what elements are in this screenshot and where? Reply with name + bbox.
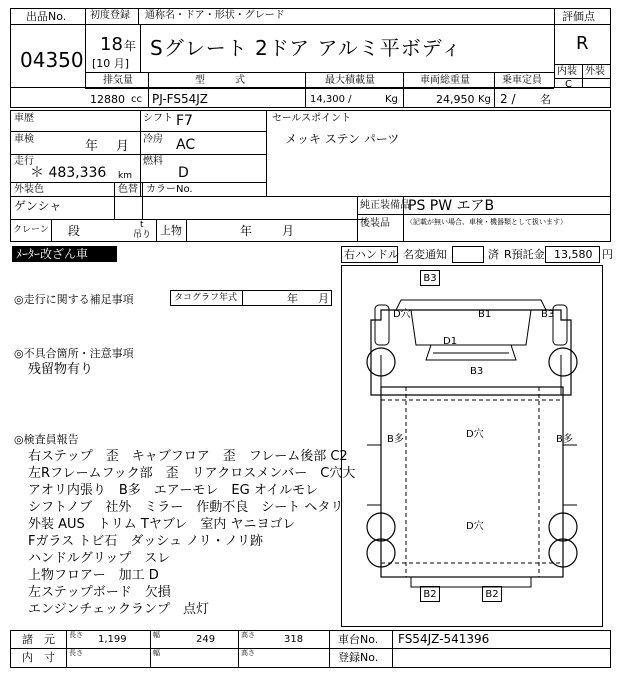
displacement-label: 排気量 (103, 75, 133, 86)
mileage-label: 走行 (14, 156, 34, 167)
windshield (411, 310, 531, 345)
max-load: 14,300 / (310, 94, 352, 105)
inspector-line: 外装 AUS トリム Tヤブレ 室内 ヤニヨゴレ (28, 517, 296, 532)
inspector-line: ハンドルグリップ スレ (28, 551, 171, 566)
aftermarket-label: 後装品 (360, 218, 390, 229)
crane-hoist: 吊り (133, 230, 152, 240)
inspector-line: エンジンチェックランプ 点灯 (28, 602, 209, 617)
tachograph-year: 年 (287, 292, 298, 305)
history-label: 車歴 (14, 113, 34, 124)
model-name: Sグレート 2ドア アルミ平ボディ (150, 36, 463, 60)
mileage-unit: km (118, 171, 132, 181)
truck-diagram (341, 265, 603, 627)
fuel-label: 燃料 (143, 156, 163, 167)
defects-text: 残留物有り (28, 362, 94, 377)
model-code: PJ-FS54JZ (152, 92, 209, 106)
aftermarket-note: （記載が無い場合、車検・機器類として扱います） (406, 218, 567, 226)
label-d1: D1 (443, 336, 458, 347)
label-b-many-left: B多 (387, 434, 404, 445)
inspector-line: シフトノブ 社外 ミラー 作動不良 シート ヘタリ (28, 500, 344, 515)
right-mirror (553, 305, 567, 345)
gross-weight-label: 車両総重量 (420, 75, 470, 86)
inspection-label: 車検 (14, 134, 34, 145)
chassis-label: 車台No. (338, 633, 379, 646)
capacity-label: 乗車定員 (502, 75, 542, 86)
dims-label: 諸 元 (22, 633, 55, 646)
model-code-label: 型 式 (195, 75, 245, 86)
ac-label: 冷房 (143, 134, 163, 145)
reg-month: [10 月] (92, 57, 130, 70)
shift: F7 (176, 113, 193, 129)
width: 249 (196, 634, 216, 645)
crane-label: クレーン (13, 225, 49, 235)
displacement-unit: cc (131, 94, 142, 105)
color-code-label: カラーNo. (146, 184, 193, 195)
name-change-box (452, 246, 484, 263)
length: 1,199 (98, 634, 127, 645)
upper-year: 年 (240, 224, 253, 238)
label-b2-left: B2 (420, 586, 440, 602)
lot-no-label: 出品No. (26, 10, 67, 23)
right-hand-drive: 右ハンドル (344, 248, 399, 261)
tachograph-month: 月 (318, 292, 329, 305)
label-d-hole-center: D穴 (466, 429, 484, 440)
chassis-no: FS54JZ-541396 (398, 632, 490, 646)
name-change-label: 名変通知 (403, 248, 447, 261)
sales-point-label: セールスポイント (272, 113, 352, 124)
lot-no: 04350 (20, 48, 84, 72)
inspector-line: 左ステップボード 欠損 (28, 585, 171, 600)
recycle-amount: 13,580 (554, 248, 593, 261)
inspector-label: ◎検査員報告 (14, 433, 79, 446)
capacity: 2 / (500, 92, 516, 106)
color: ゲンシャ (14, 199, 62, 213)
in-width-label: 幅 (153, 649, 160, 657)
displacement: 12880 (90, 93, 125, 106)
height-label: 高さ (241, 631, 255, 639)
sales-point: メッキ ステン パーツ (285, 132, 400, 146)
label-b2-right: B2 (482, 586, 502, 602)
fuel: D (178, 165, 189, 181)
front-right-wheel (549, 348, 577, 376)
exterior-label: 外装 (585, 66, 605, 77)
inspector-line: アオリ内張り B多 エアーモレ EG オイルモレ (28, 483, 319, 498)
grade-label: 評価点 (562, 10, 595, 23)
meter-tamper-badge (12, 246, 117, 262)
roof-outline (396, 300, 546, 310)
crane-t: t (140, 220, 144, 230)
label-b3-top: B3 (420, 270, 440, 286)
label-b1: B1 (478, 309, 492, 320)
reg-year-unit: 年 (124, 39, 137, 53)
in-length-label: 長さ (69, 649, 83, 657)
equipment-label: 純正装備品 (360, 200, 410, 211)
inspector-line: 右ステップ 歪 キャブフロア 歪 フレーム後部 C2 (28, 449, 348, 464)
driving-remarks-label: ◎走行に関する補足事項 (14, 293, 134, 306)
meter-tamper-text: ﾒｰﾀｰ改ざん車 (16, 247, 89, 261)
color-change-label: 色替 (118, 184, 138, 195)
gross-weight-unit: Kg (478, 94, 491, 105)
registration-label: 登録No. (338, 651, 379, 664)
grade: R (576, 33, 589, 54)
label-b3-center: B3 (470, 366, 484, 377)
crane-steps: 段 (68, 224, 81, 238)
defects-label: ◎不具合箇所・注意事項 (14, 347, 134, 360)
label-b3-right: B3 (541, 309, 555, 320)
recycle-prefix: 済 (488, 248, 499, 261)
label-d-hole-lower: D穴 (466, 521, 484, 532)
capacity-unit: 名 (540, 93, 551, 106)
max-load-label: 最大積載量 (325, 75, 375, 86)
height: 318 (284, 634, 304, 645)
length-label: 長さ (69, 631, 83, 639)
interior-grade: C (565, 79, 572, 90)
first-reg-label: 初度登録 (90, 10, 130, 21)
in-height-label: 高さ (241, 649, 255, 657)
shift-label: シフト (143, 113, 173, 124)
interior-dims-label: 内 寸 (22, 651, 55, 664)
inspector-line: 左Rフレームフック部 歪 リアクロスメンバー C穴大 (28, 466, 356, 481)
inspector-line: Fガラス トビ石 ダッシュ ノリ・ノリ跡 (28, 534, 264, 549)
equipment: PS PW エアB (408, 198, 495, 214)
ac: AC (176, 137, 196, 153)
inspection-month: 月 (116, 139, 130, 154)
upper-month: 月 (282, 224, 295, 238)
tachograph-label: タコグラフ年式 (174, 293, 238, 303)
cargo-bed (381, 387, 563, 577)
gross-weight: 24,950 (436, 93, 475, 106)
width-label: 幅 (153, 631, 160, 639)
recycle-label: R預託金 (504, 248, 545, 261)
max-load-unit: Kg (385, 94, 398, 105)
label-b-many-right: B多 (556, 434, 573, 445)
label-d-hole-left: D穴 (393, 309, 411, 320)
model-name-label: 通称名・ドア・形状・グレード (145, 10, 285, 21)
left-mirror (375, 305, 389, 345)
inspector-line: 上物フロアー 加工 D (28, 568, 159, 583)
reg-year: 18 (100, 34, 123, 55)
recycle-unit: 円 (602, 248, 613, 261)
inspection-year: 年 (85, 139, 99, 154)
color-label: 外装色 (14, 184, 44, 195)
interior-label: 内装 (557, 66, 577, 77)
upper-label: 上物 (160, 224, 182, 237)
mileage: ＊ 483,336 (30, 165, 107, 181)
